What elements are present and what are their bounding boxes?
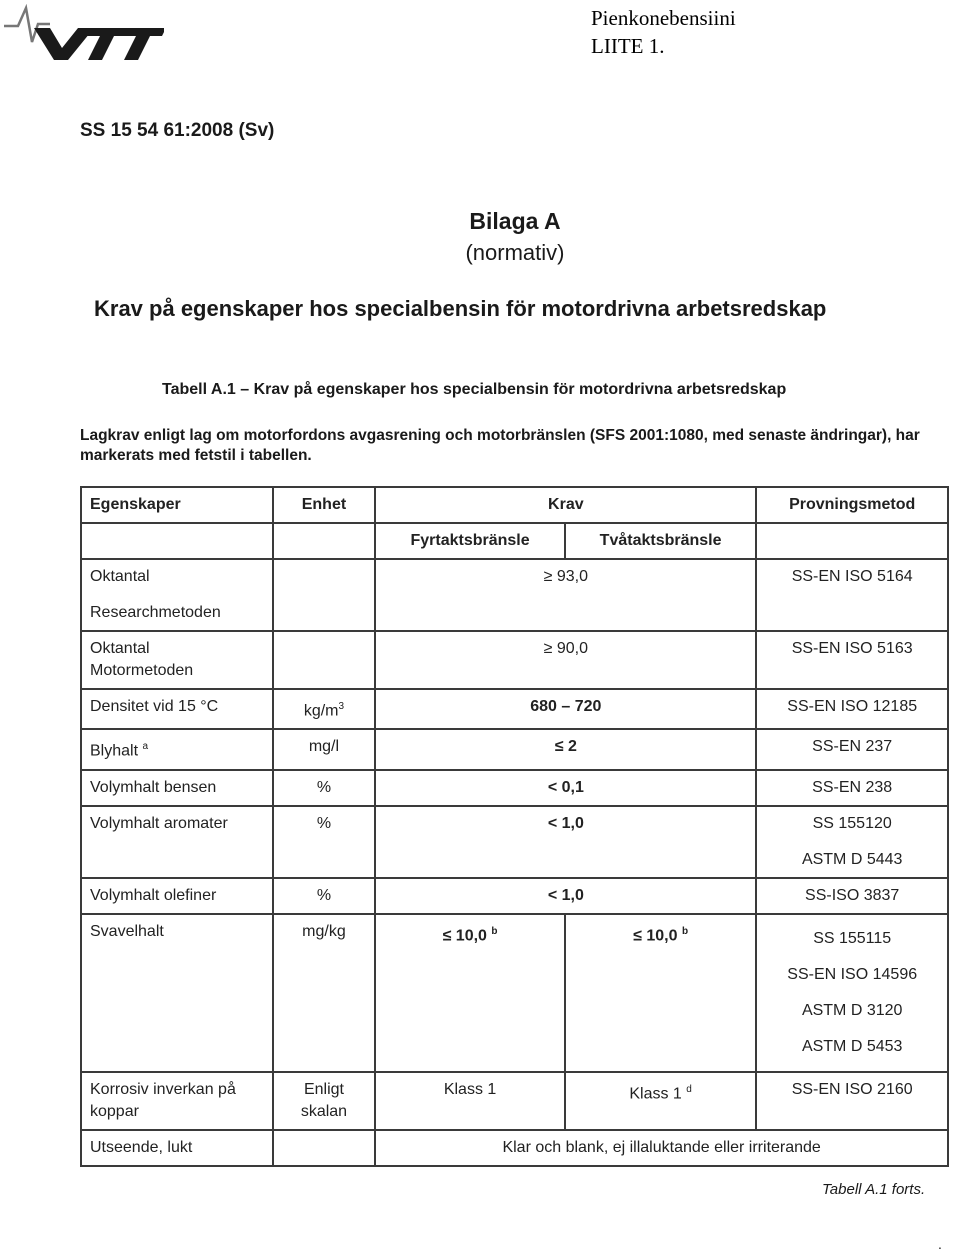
tvatakt-cell: Klass 1 $^d$	[565, 1072, 757, 1130]
doc-title: Pienkonebensiini	[591, 6, 736, 30]
table-header-row	[81, 487, 948, 523]
unit-cell: %	[273, 806, 376, 878]
property-cell: Blyhalt $^a$	[81, 729, 273, 769]
annex-type: (normativ)	[465, 240, 565, 265]
header-fyrtakt: Fyrtaktsbränsle	[375, 523, 565, 559]
requirement-cell: ≥ 93,0	[375, 559, 756, 631]
unit-cell	[273, 1130, 376, 1166]
property-cell: Volymhalt aromater	[81, 806, 273, 878]
method-cell: SS 155120 ASTM D 5443	[756, 806, 948, 878]
unit-cell: %	[273, 770, 376, 806]
table-subheader-row	[81, 523, 948, 559]
table-row	[81, 1072, 948, 1130]
table-row	[81, 689, 948, 729]
table-row	[81, 729, 948, 769]
requirement-cell: Klar och blank, ej illaluktande eller irriterande	[375, 1130, 948, 1166]
table-row	[81, 1130, 948, 1166]
requirement-cell: ≥ 90,0	[375, 631, 756, 689]
unit-cell	[273, 559, 376, 631]
header-egenskaper: Egenskaper	[81, 487, 273, 523]
tvatakt-cell: ≤ 10,0 $^b$	[565, 914, 757, 1072]
header-tvatakt: Tvåtaktsbränsle	[565, 523, 757, 559]
method-cell: SS-EN ISO 2160	[756, 1072, 948, 1130]
requirement-cell: ≤ 2	[375, 729, 756, 769]
unit-cell: mg/l	[273, 729, 376, 769]
requirement-cell: 680 – 720	[375, 689, 756, 729]
method-cell: SS-EN ISO 5164	[756, 559, 948, 631]
property-cell: Volymhalt olefiner	[81, 878, 273, 914]
main-title: Krav på egenskaper hos specialbensin för motordrivna arbetsredskap	[94, 296, 827, 321]
method-cell: SS-EN ISO 5163	[756, 631, 948, 689]
table-row	[81, 806, 948, 878]
table-row	[81, 878, 948, 914]
empty-cell	[81, 523, 273, 559]
header-krav: Krav	[375, 487, 756, 523]
property-cell: Oktantal Motormetoden	[81, 631, 273, 689]
table-row	[81, 559, 948, 631]
unit-cell	[273, 631, 376, 689]
unit-cell: %	[273, 878, 376, 914]
table-row	[81, 770, 948, 806]
method-cell: SS-ISO 3837	[756, 878, 948, 914]
unit-cell: mg/kg	[273, 914, 376, 1072]
empty-cell	[273, 523, 376, 559]
appendix-label: LIITE 1.	[591, 34, 665, 58]
property-cell: Utseende, lukt	[81, 1130, 273, 1166]
continuation-note: Tabell A.1 forts.	[822, 1181, 926, 1198]
standard-id: SS 15 54 61:2008 (Sv)	[80, 120, 275, 141]
requirements-table	[80, 486, 949, 1167]
requirement-cell: < 1,0	[375, 806, 756, 878]
vtt-logo	[4, 2, 164, 60]
method-cell: SS-EN 237	[756, 729, 948, 769]
property-cell: Korrosiv inverkan på koppar	[81, 1072, 273, 1130]
requirement-cell: < 0,1	[375, 770, 756, 806]
table-caption: Tabell A.1 – Krav på egenskaper hos specialbensin för motordrivna arbetsredskap	[162, 381, 787, 398]
unit-cell: $kg/m^3$	[273, 689, 376, 729]
property-cell: Volymhalt bensen	[81, 770, 273, 806]
property-cell: Svavelhalt	[81, 914, 273, 1072]
method-cell: SS-EN 238	[756, 770, 948, 806]
method-cell: SS 155115 SS-EN ISO 14596 ASTM D 3120 ASTM D 5453	[756, 914, 948, 1072]
header-enhet: Enhet	[273, 487, 376, 523]
table-row	[81, 631, 948, 689]
legal-note: Lagkrav enligt lag om motorfordons avgasrening och motorbränslen (SFS 2001:1080, med senaste ändringar), har markerats med fetstil i tabellen.	[80, 427, 920, 464]
method-cell: SS-EN ISO 12185	[756, 689, 948, 729]
fyrtakt-cell: Klass 1	[375, 1072, 565, 1130]
empty-cell	[756, 523, 948, 559]
table-row	[81, 914, 948, 1072]
property-cell: Densitet vid 15 °C	[81, 689, 273, 729]
corner-mark: .	[938, 1236, 942, 1252]
page-header	[591, 4, 736, 60]
unit-cell: Enligt skalan	[273, 1072, 376, 1130]
property-cell: Oktantal Researchmetoden	[81, 559, 273, 631]
fyrtakt-cell: ≤ 10,0 $^b$	[375, 914, 565, 1072]
annex-title: Bilaga A	[469, 208, 561, 234]
header-provningsmetod: Provningsmetod	[756, 487, 948, 523]
requirement-cell: < 1,0	[375, 878, 756, 914]
